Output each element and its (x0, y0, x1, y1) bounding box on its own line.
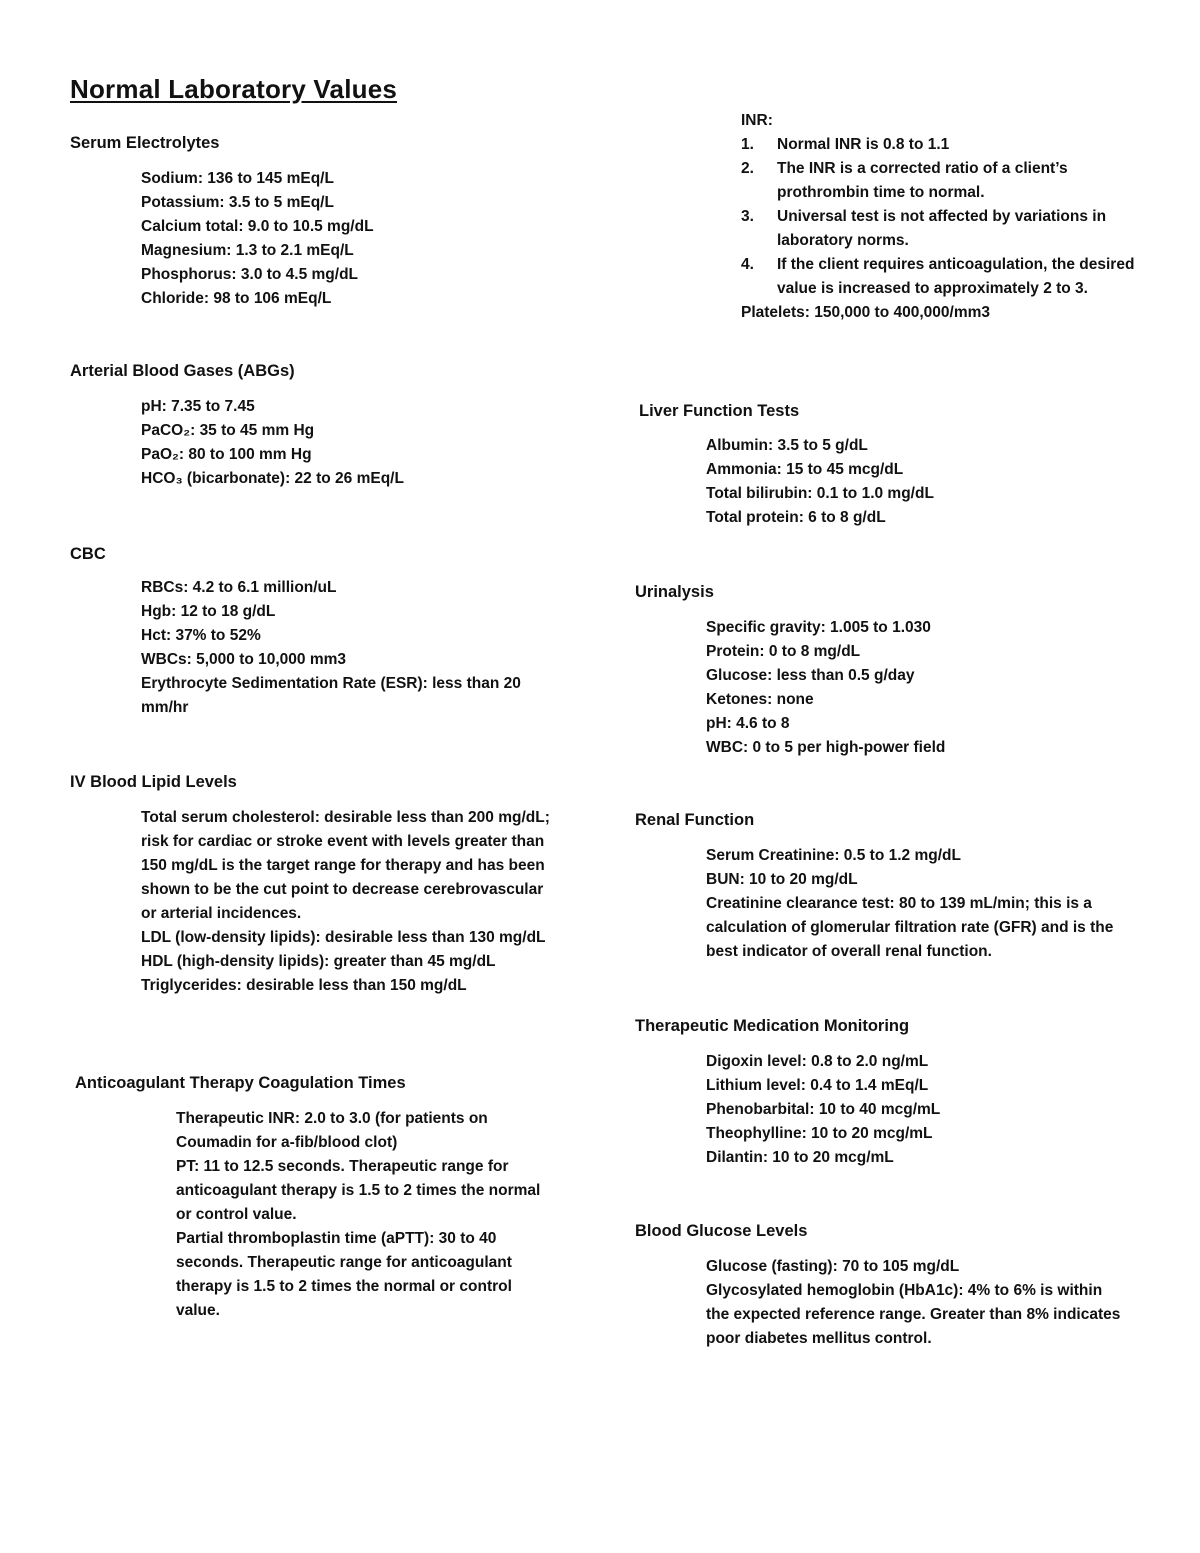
blood-glucose-heading: Blood Glucose Levels (635, 1222, 808, 1240)
list-item: Partial thromboplastin time (aPTT): 30 to 40 seconds. Therapeutic range for anticoagulant therapy is 1.5 to 2 times the normal or control value. (176, 1230, 512, 1319)
list-item: Specific gravity: 1.005 to 1.030 (706, 619, 931, 636)
list-item: Triglycerides: desirable less than 150 mg/dL (141, 977, 467, 994)
list-item: Creatinine clearance test: 80 to 139 mL/min; this is a calculation of glomerular filtration rate (GFR) and is the best indicator of overall renal function. (706, 895, 1114, 960)
renal-list (706, 844, 1146, 964)
list-item: HDL (high-density lipids): greater than 45 mg/dL (141, 953, 496, 970)
list-item: Calcium total: 9.0 to 10.5 mg/dL (141, 218, 374, 235)
list-item: Serum Creatinine: 0.5 to 1.2 mg/dL (706, 847, 961, 864)
renal-heading: Renal Function (635, 811, 755, 829)
list-item: BUN: 10 to 20 mg/dL (706, 871, 858, 888)
list-item: LDL (low-density lipids): desirable less than 130 mg/dL (141, 929, 546, 946)
serum-electrolytes-list (141, 167, 561, 311)
lipid-heading: IV Blood Lipid Levels (70, 773, 237, 791)
list-item: 4. If the client requires anticoagulation, the desired value is increased to approximately 2 to 3. (741, 256, 1135, 297)
liver-heading: Liver Function Tests (639, 402, 800, 420)
list-item: Glycosylated hemoglobin (HbA1c): 4% to 6% is within the expected reference range. Greater than 8% indicates poor diabetes mellitus control. (706, 1282, 1121, 1347)
cbc-heading: CBC (70, 545, 106, 563)
list-item: Glucose (fasting): 70 to 105 mg/dL (706, 1258, 960, 1275)
list-item: Phosphorus: 3.0 to 4.5 mg/dL (141, 266, 359, 283)
urinalysis-heading: Urinalysis (635, 583, 714, 601)
inr-section (741, 109, 1136, 325)
list-item: Total serum cholesterol: desirable less than 200 mg/dL; risk for cardiac or stroke event with levels greater than 150 mg/dL is the target range for therapy and has been shown to be the cut point to decrease cerebrovascular or arterial incidences. (141, 809, 550, 922)
list-item: Sodium: 136 to 145 mEq/L (141, 170, 334, 187)
tdm-list (706, 1050, 1136, 1170)
list-item: pH: 7.35 to 7.45 (141, 398, 255, 415)
list-item: Albumin: 3.5 to 5 g/dL (706, 437, 868, 454)
list-item: 1. Normal INR is 0.8 to 1.1 (741, 136, 950, 153)
list-item: 2. The INR is a corrected ratio of a client’s prothrombin time to normal. (741, 160, 1068, 201)
list-item: Hct: 37% to 52% (141, 627, 261, 644)
lipid-list (141, 806, 556, 998)
list-item: Chloride: 98 to 106 mEq/L (141, 290, 332, 307)
list-item: WBC: 0 to 5 per high-power field (706, 739, 946, 756)
list-item: Therapeutic INR: 2.0 to 3.0 (for patients on Coumadin for a-fib/blood clot) (176, 1110, 488, 1151)
list-item: WBCs: 5,000 to 10,000 mm3 (141, 651, 347, 668)
list-item: HCO₃ (bicarbonate): 22 to 26 mEq/L (141, 470, 404, 487)
list-item: RBCs: 4.2 to 6.1 million/uL (141, 579, 337, 596)
list-item: Lithium level: 0.4 to 1.4 mEq/L (706, 1077, 929, 1094)
serum-electrolytes-heading: Serum Electrolytes (70, 134, 220, 152)
list-item: Hgb: 12 to 18 g/dL (141, 603, 276, 620)
inr-heading: INR: (741, 112, 773, 129)
list-item: Theophylline: 10 to 20 mcg/mL (706, 1125, 933, 1142)
list-item: Glucose: less than 0.5 g/day (706, 667, 915, 684)
list-item: Dilantin: 10 to 20 mcg/mL (706, 1149, 894, 1166)
list-item: PaCO₂: 35 to 45 mm Hg (141, 422, 315, 439)
anticoag-heading: Anticoagulant Therapy Coagulation Times (75, 1074, 406, 1092)
tdm-heading: Therapeutic Medication Monitoring (635, 1017, 910, 1035)
list-item: PT: 11 to 12.5 seconds. Therapeutic range for anticoagulant therapy is 1.5 to 2 times the normal or control value. (176, 1158, 541, 1223)
inr-numbered-list (741, 133, 1136, 301)
list-item: Potassium: 3.5 to 5 mEq/L (141, 194, 334, 211)
platelets-line: Platelets: 150,000 to 400,000/mm3 (741, 304, 991, 321)
list-item: PaO₂: 80 to 100 mm Hg (141, 446, 312, 463)
urinalysis-list (706, 616, 1136, 760)
blood-glucose-list (706, 1255, 1121, 1351)
page-title: Normal Laboratory Values (70, 74, 398, 104)
liver-list (706, 434, 1136, 530)
abg-list (141, 395, 561, 491)
list-item: Ketones: none (706, 691, 814, 708)
list-item: Protein: 0 to 8 mg/dL (706, 643, 861, 660)
list-item: Phenobarbital: 10 to 40 mcg/mL (706, 1101, 941, 1118)
abg-heading: Arterial Blood Gases (ABGs) (70, 362, 295, 380)
list-item: pH: 4.6 to 8 (706, 715, 790, 732)
list-item: 3. Universal test is not affected by variations in laboratory norms. (741, 208, 1107, 249)
list-item: Magnesium: 1.3 to 2.1 mEq/L (141, 242, 354, 259)
list-item: Erythrocyte Sedimentation Rate (ESR): less than 20 mm/hr (141, 675, 521, 716)
list-item: Ammonia: 15 to 45 mcg/dL (706, 461, 904, 478)
list-item: Total bilirubin: 0.1 to 1.0 mg/dL (706, 485, 934, 502)
list-item: Digoxin level: 0.8 to 2.0 ng/mL (706, 1053, 929, 1070)
cbc-list (141, 576, 561, 720)
anticoag-list (176, 1107, 556, 1323)
list-item: Total protein: 6 to 8 g/dL (706, 509, 886, 526)
